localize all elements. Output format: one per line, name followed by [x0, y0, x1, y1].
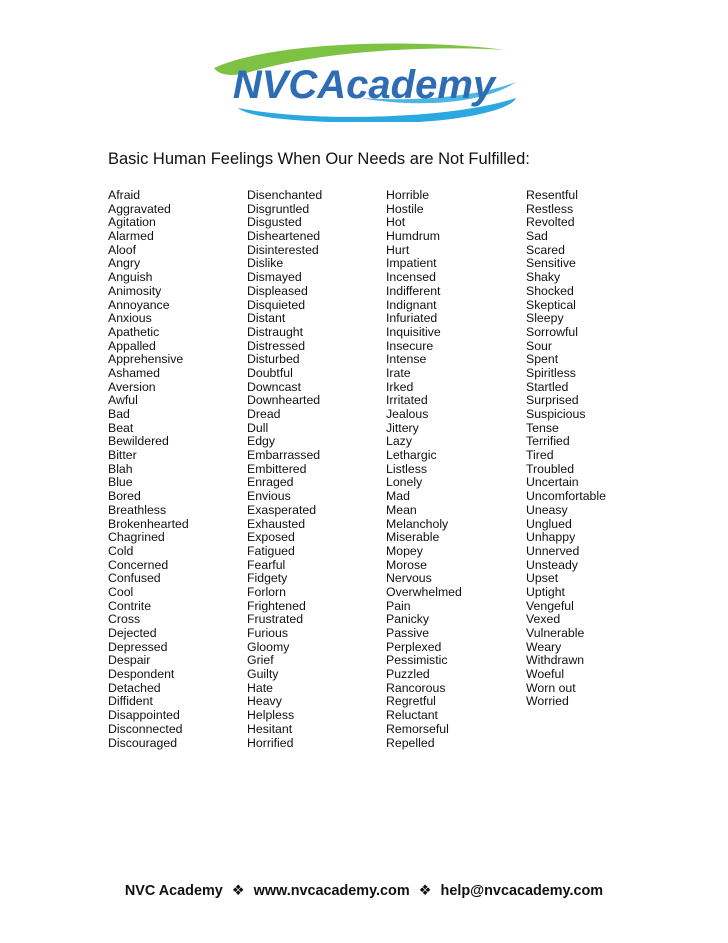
feeling-word: Inquisitive [386, 324, 441, 339]
feeling-word: Unsteady [526, 557, 578, 572]
feeling-word: Troubled [526, 461, 575, 476]
feeling-word: Uncomfortable [526, 489, 606, 504]
feeling-word: Humdrum [386, 229, 440, 244]
feeling-word: Vengeful [526, 598, 574, 613]
feeling-word: Blue [108, 475, 133, 490]
feeling-word: Disturbed [247, 352, 300, 367]
feeling-word: Impatient [386, 256, 437, 271]
footer-website-link[interactable]: www.nvcacademy.com [253, 883, 410, 899]
feeling-word: Cross [108, 612, 141, 627]
feeling-word: Diffident [108, 694, 153, 709]
feeling-word: Irritated [386, 393, 428, 408]
feeling-word: Aloof [108, 242, 137, 257]
feeling-word: Displeased [247, 283, 308, 298]
feeling-word: Fidgety [247, 571, 288, 586]
feeling-word: Remorseful [386, 721, 449, 736]
feeling-word: Sad [526, 229, 548, 244]
feeling-word: Downcast [247, 379, 301, 394]
feeling-word: Exasperated [247, 502, 317, 517]
feeling-word: Brokenhearted [108, 516, 189, 531]
feeling-word: Perplexed [386, 639, 442, 654]
feeling-word: Distant [247, 311, 286, 326]
feelings-column-3 [386, 189, 462, 750]
feeling-word: Hesitant [247, 721, 293, 736]
feeling-word: Despair [108, 653, 151, 668]
feeling-word: Indignant [386, 297, 437, 312]
feeling-word: Miserable [386, 530, 440, 545]
feeling-word: Overwhelmed [386, 584, 462, 599]
feeling-word: Frightened [247, 598, 306, 613]
feeling-word: Fearful [247, 557, 286, 572]
feeling-word: Dismayed [247, 270, 302, 285]
nvc-academy-logo [210, 38, 520, 122]
feelings-column-4 [526, 189, 606, 709]
feeling-word: Sorrowful [526, 324, 578, 339]
feeling-word: Edgy [247, 434, 276, 449]
feeling-word: Beat [108, 420, 134, 435]
feeling-word: Sensitive [526, 256, 576, 271]
feeling-word: Reluctant [386, 708, 438, 723]
feeling-word: Disgusted [247, 215, 302, 230]
feeling-word: Uneasy [526, 502, 568, 517]
feeling-word: Woeful [526, 667, 565, 682]
feeling-word: Afraid [108, 188, 141, 202]
feeling-word: Grief [247, 653, 274, 668]
feeling-word: Bitter [108, 448, 137, 463]
feeling-word: Aggravated [108, 201, 171, 216]
feeling-word: Upset [526, 571, 559, 586]
feeling-word: Hurt [386, 242, 410, 257]
feeling-word: Awful [108, 393, 138, 408]
feeling-word: Bad [108, 407, 130, 421]
feeling-word: Rancorous [386, 680, 446, 695]
feeling-word: Lazy [386, 434, 412, 449]
feeling-word: Restless [526, 201, 574, 216]
feeling-word: Exhausted [247, 516, 306, 531]
footer-org: NVC Academy [124, 883, 223, 899]
feeling-word: Downhearted [247, 393, 321, 408]
feeling-word: Startled [526, 379, 569, 394]
logo-swoosh-icon [210, 38, 520, 122]
feeling-word: Dull [247, 420, 269, 435]
feeling-word: Indifferent [386, 283, 441, 298]
feeling-word: Bewildered [108, 434, 169, 449]
feeling-word: Appalled [108, 338, 156, 353]
feeling-word: Hate [247, 680, 273, 695]
page-heading: Basic Human Feelings When Our Needs are Not Fulfilled: [108, 150, 530, 168]
feeling-word: Mopey [386, 543, 423, 558]
feeling-word: Irked [386, 379, 414, 394]
feeling-word: Discouraged [108, 735, 178, 750]
feeling-word: Worried [526, 694, 569, 709]
feeling-word: Morose [386, 557, 428, 572]
svg-text:NVCAcademy: NVCAcademy [232, 63, 496, 107]
feeling-word: Cool [108, 584, 134, 599]
feeling-word: Infuriated [386, 311, 438, 326]
feeling-word: Agitation [108, 215, 156, 230]
feeling-word: Bored [108, 489, 141, 504]
feeling-word: Disappointed [108, 708, 180, 723]
feeling-word: Pessimistic [386, 653, 448, 668]
feeling-word: Anguish [108, 270, 153, 285]
feeling-word: Panicky [386, 612, 430, 627]
feeling-word: Unhappy [526, 530, 576, 545]
feeling-word: Regretful [386, 694, 436, 709]
feeling-word: Pain [386, 598, 411, 613]
feeling-word: Nervous [386, 571, 432, 586]
feeling-word: Vexed [526, 612, 561, 627]
feeling-word: Unglued [526, 516, 572, 531]
page-footer [0, 883, 728, 899]
feeling-word: Despondent [108, 667, 175, 682]
feeling-word: Disinterested [247, 242, 319, 257]
feeling-word: Insecure [386, 338, 434, 353]
feeling-word: Distressed [247, 338, 306, 353]
feeling-word: Detached [108, 680, 161, 695]
feeling-word: Horrible [386, 188, 430, 202]
feeling-word: Revolted [526, 215, 575, 230]
feeling-word: Tired [526, 448, 554, 463]
feeling-word: Alarmed [108, 229, 154, 244]
feeling-word: Breathless [108, 502, 167, 517]
feeling-word: Worn out [526, 680, 576, 695]
feeling-word: Shaky [526, 270, 561, 285]
feeling-word: Apprehensive [108, 352, 184, 367]
feeling-word: Withdrawn [526, 653, 585, 668]
feeling-word: Surprised [526, 393, 579, 408]
feeling-word: Melancholy [386, 516, 449, 531]
feeling-word: Resentful [526, 188, 578, 202]
feeling-word: Disgruntled [247, 201, 310, 216]
footer-email-link[interactable]: help@nvcacademy.com [440, 883, 604, 899]
feeling-word: Uptight [526, 584, 565, 599]
feeling-word: Blah [108, 461, 133, 476]
feeling-word: Irate [386, 365, 411, 380]
feeling-word: Unnerved [526, 543, 580, 558]
feeling-word: Jealous [386, 407, 429, 421]
feeling-word: Intense [386, 352, 427, 367]
feeling-word: Exposed [247, 530, 295, 545]
feeling-word: Mad [386, 489, 410, 504]
feeling-word: Helpless [247, 708, 295, 723]
feeling-word: Cold [108, 543, 134, 558]
feeling-word: Fatigued [247, 543, 295, 558]
feeling-word: Mean [386, 502, 417, 517]
feeling-word: Spiritless [526, 365, 576, 380]
feeling-word: Contrite [108, 598, 152, 613]
feeling-word: Distraught [247, 324, 304, 339]
feeling-word: Confused [108, 571, 161, 586]
feeling-word: Disquieted [247, 297, 306, 312]
feeling-word: Guilty [247, 667, 279, 682]
feeling-word: Disheartened [247, 229, 321, 244]
feeling-word: Lethargic [386, 448, 437, 463]
footer-separator-icon: ❖ [231, 883, 245, 899]
feeling-word: Terrified [526, 434, 570, 449]
feeling-word: Sour [526, 338, 552, 353]
feeling-word: Scared [526, 242, 565, 257]
feelings-column-2 [247, 189, 322, 750]
feeling-word: Weary [526, 639, 562, 654]
feeling-word: Repelled [386, 735, 435, 750]
footer-separator-icon: ❖ [418, 883, 432, 899]
feeling-word: Enraged [247, 475, 294, 490]
feeling-word: Puzzled [386, 667, 430, 682]
feeling-word: Furious [247, 626, 289, 640]
feeling-word: Doubtful [247, 365, 293, 380]
feeling-word: Vulnerable [526, 626, 585, 640]
feeling-word: Embarrassed [247, 448, 321, 463]
feeling-word: Gloomy [247, 639, 290, 654]
feeling-word: Hostile [386, 201, 424, 216]
feelings-column-1 [108, 189, 189, 750]
feeling-word: Apathetic [108, 324, 160, 339]
feeling-word: Anxious [108, 311, 152, 326]
feeling-word: Dejected [108, 626, 157, 640]
feeling-word: Disconnected [108, 721, 183, 736]
feeling-word: Spent [526, 352, 559, 367]
feeling-word: Frustrated [247, 612, 304, 627]
feeling-word: Concerned [108, 557, 169, 572]
feeling-word: Embittered [247, 461, 307, 476]
feeling-word: Sleepy [526, 311, 564, 326]
feeling-word: Passive [386, 626, 430, 640]
feeling-word: Suspicious [526, 407, 586, 421]
feeling-word: Skeptical [526, 297, 576, 312]
feeling-word: Hot [386, 215, 406, 230]
feeling-word: Heavy [247, 694, 282, 709]
feeling-word: Envious [247, 489, 291, 504]
feeling-word: Uncertain [526, 475, 579, 490]
feeling-word: Chagrined [108, 530, 165, 545]
feeling-word: Forlorn [247, 584, 286, 599]
feeling-word: Dread [247, 407, 281, 421]
feeling-word: Listless [386, 461, 428, 476]
feeling-word: Horrified [247, 735, 294, 750]
feeling-word: Shocked [526, 283, 574, 298]
feeling-word: Dislike [247, 256, 284, 271]
feeling-word: Depressed [108, 639, 168, 654]
feeling-word: Ashamed [108, 365, 160, 380]
feeling-word: Tense [526, 420, 559, 435]
feeling-word: Lonely [386, 475, 423, 490]
feeling-word: Jittery [386, 420, 419, 435]
feeling-word: Animosity [108, 283, 162, 298]
feeling-word: Angry [108, 256, 141, 271]
feeling-word: Incensed [386, 270, 436, 285]
feeling-word: Disenchanted [247, 188, 323, 202]
feeling-word: Aversion [108, 379, 156, 394]
feeling-word: Annoyance [108, 297, 170, 312]
